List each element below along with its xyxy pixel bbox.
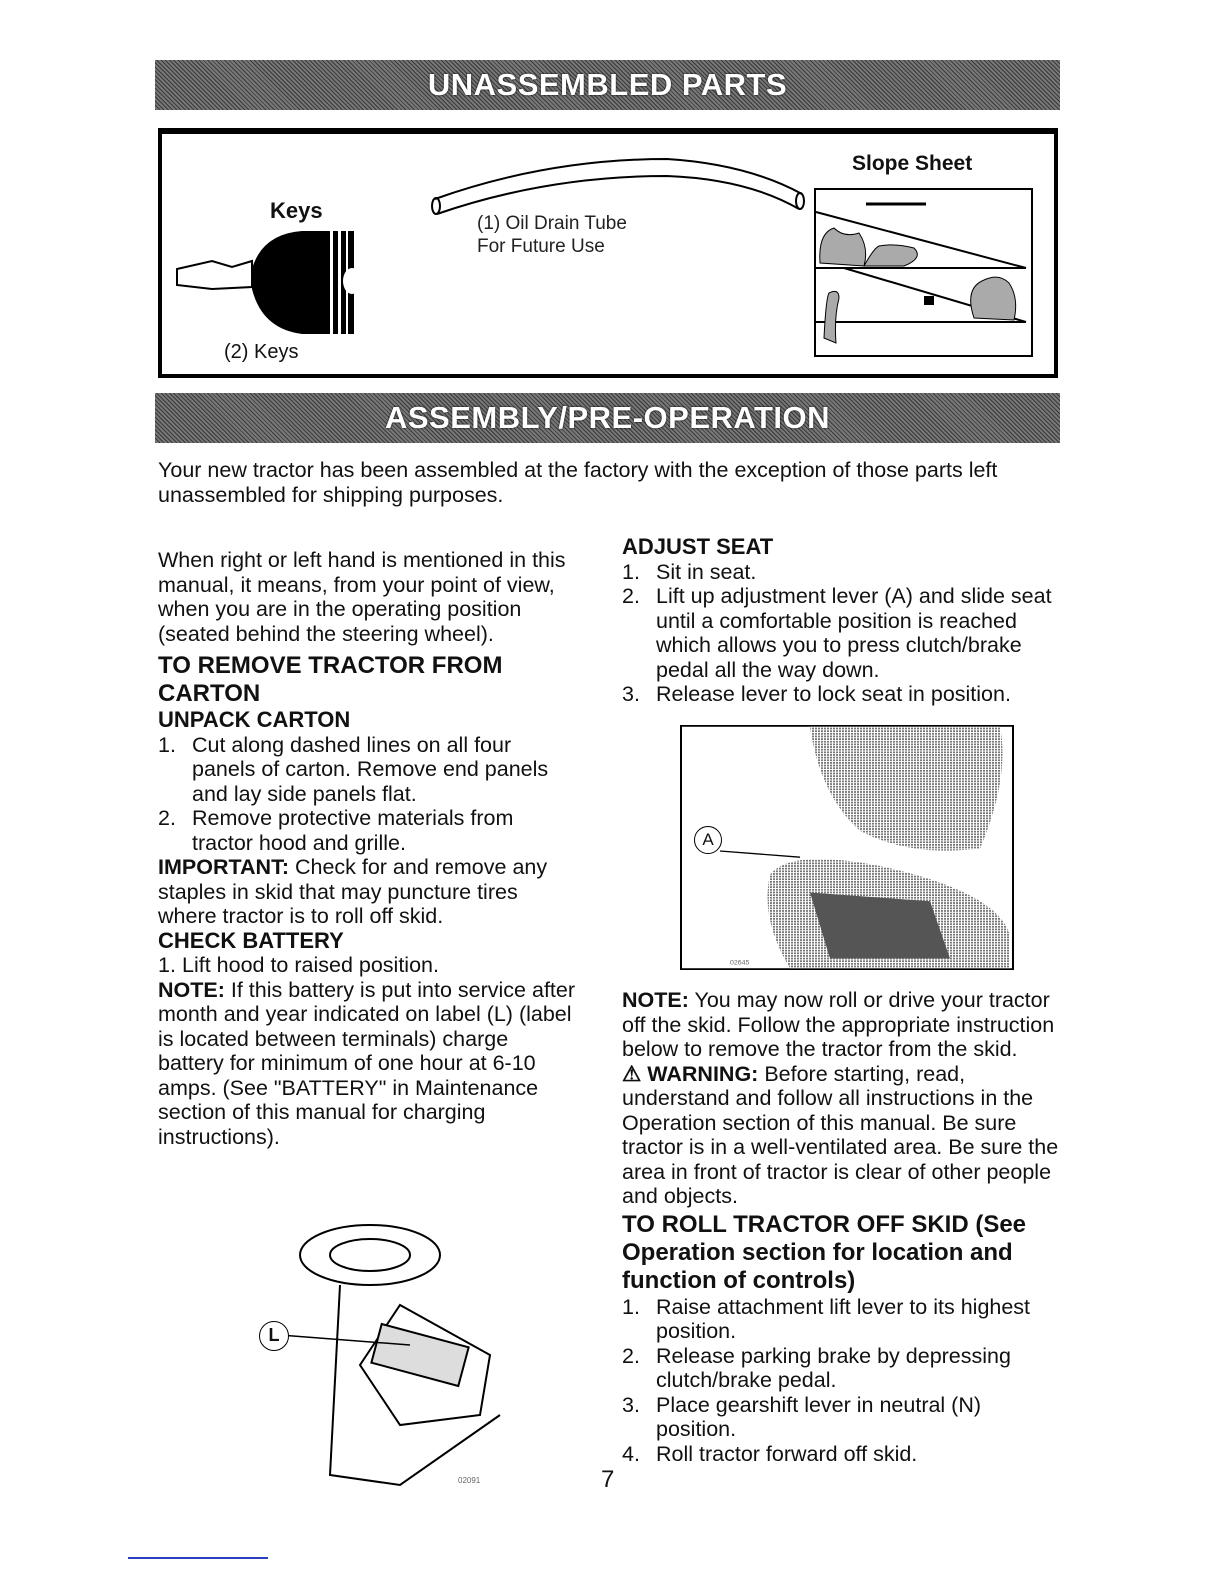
list-item: 4. Roll tractor forward off skid.: [622, 1441, 918, 1466]
callout-L: L: [259, 1321, 289, 1351]
unpack-carton-heading: UNPACK CARTON: [158, 707, 351, 732]
keys-title: Keys: [270, 198, 323, 223]
intro-paragraph: Your new tractor has been assembled at the factory with the exception of those parts left unassembled for shipping purposes.: [158, 458, 998, 507]
tube-caption-line2: For Future Use: [477, 236, 605, 257]
oil-drain-tube-illustration: [427, 154, 812, 219]
right-column-top: [622, 535, 1067, 707]
adjust-seat-heading: ADJUST SEAT: [622, 534, 774, 559]
unassembled-parts-box: [158, 128, 1058, 378]
seat-illustration: [680, 725, 1014, 970]
warning-paragraph: ⚠ WARNING: Before starting, read, understand and follow all instructions in the Operation section of this manual. Be sure tractor is in a well-ventilated area. Be sure the area in front of tractor is clear of other people and objects.: [622, 1061, 1059, 1208]
assembly-pre-operation-banner: ASSEMBLY/PRE-OPERATION: [155, 393, 1060, 443]
key-illustration: [172, 229, 362, 339]
unassembled-parts-banner: UNASSEMBLED PARTS: [155, 60, 1060, 110]
list-item: 2. Release parking brake by depressing clutch/brake pedal.: [622, 1343, 1011, 1392]
callout-A: A: [694, 826, 722, 854]
roll-tractor-heading: TO ROLL TRACTOR OFF SKID (See Operation section for location and function of controls): [622, 1210, 1027, 1294]
list-item: 2. Lift up adjustment lever (A) and slide seat until a comfortable position is reached which allows you to press clutch/brake pedal all the way down.: [622, 584, 1052, 682]
tube-caption-line1: (1) Oil Drain Tube: [477, 213, 627, 234]
handedness-paragraph: When right or left hand is mentioned in this manual, it means, from your point of view, when you are in the operating position (seated behind the steering wheel).: [158, 548, 566, 646]
list-item: 3. Release lever to lock seat in position.: [622, 682, 1011, 706]
footer-rule: [128, 1557, 268, 1559]
left-column: [158, 548, 576, 1149]
battery-note: NOTE: If this battery is put into service after month and year indicated on label (L) (label is located between terminals) charge battery for minimum of one hour at 6-10 amps. (See "BATTERY" in Maintenance section of this manual for charging instructions).: [158, 977, 576, 1149]
page-number: 7: [601, 1466, 615, 1493]
skid-note: NOTE: You may now roll or drive your tractor off the skid. Follow the appropriate instruction below to remove the tractor from the skid.: [622, 988, 1055, 1061]
list-item: 1. Lift hood to raised position.: [158, 953, 439, 977]
keys-caption: (2) Keys: [224, 341, 299, 363]
svg-text:02091: 02091: [458, 1476, 481, 1485]
right-column-bottom: [622, 988, 1062, 1466]
svg-text:02645: 02645: [730, 960, 750, 967]
list-item: 1. Raise attachment lift lever to its highest position.: [622, 1294, 1031, 1343]
list-item: 1. Cut along dashed lines on all four panels of carton. Remove end panels and lay side panels flat.: [158, 732, 549, 806]
battery-illustration: [250, 1215, 540, 1505]
warning-icon: ⚠: [622, 1061, 642, 1086]
list-item: 3. Place gearshift lever in neutral (N) position.: [622, 1392, 982, 1441]
slope-sheet-illustration: [814, 188, 1034, 358]
remove-tractor-heading: TO REMOVE TRACTOR FROM CARTON: [158, 652, 503, 707]
list-item: 1. Sit in seat.: [622, 559, 757, 584]
check-battery-heading: CHECK BATTERY: [158, 927, 344, 953]
list-item: 2. Remove protective materials from tractor hood and grille.: [158, 806, 514, 855]
important-note: IMPORTANT: Check for and remove any staples in skid that may puncture tires where tractor is to roll off skid.: [158, 855, 548, 928]
slope-sheet-title: Slope Sheet: [852, 152, 973, 175]
